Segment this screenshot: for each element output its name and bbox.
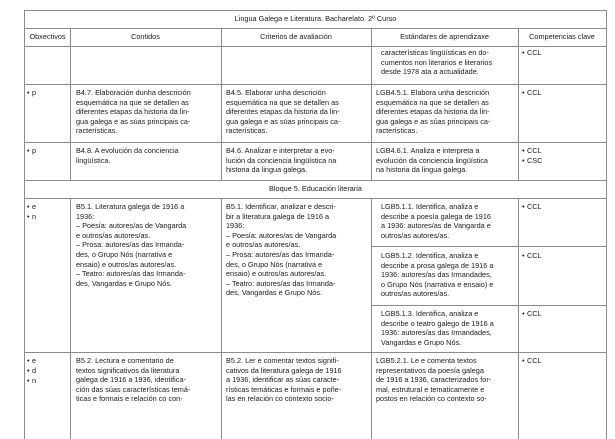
criterion-item-prosa: – Prosa: autores/as das Irmanda- des, o Grupo Nós (narrativa e ensaio) e outros/as autores/as. xyxy=(226,249,335,279)
rule-title xyxy=(24,28,607,29)
row3-objectives: • e • n xyxy=(27,202,67,226)
row2-criterion: B4.6. Analizar e interpretar a evo- lución da conciencia lingüística na historia da lingua galega. xyxy=(226,146,337,175)
row2-content: B4.8. A evolución da conciencia lingüística. xyxy=(76,146,179,165)
rule-col3 xyxy=(371,28,372,180)
rule-std-b xyxy=(371,305,607,306)
row0-standard: características lingüísticas en do- cumentos non literarios e literarios desde 1978 ata a actualidade. xyxy=(381,48,493,77)
rule-left xyxy=(24,10,25,439)
header-competencias: Competencias clave xyxy=(529,32,595,41)
header-contidos: Contidos xyxy=(131,32,160,41)
rule-top xyxy=(24,10,607,11)
row2-standard: LGB4.6.1. Analiza e interpreta a evolución da conciencia lingüística na historia da lingua galega. xyxy=(376,146,488,175)
criterion-item-poesia: – Poesía: autores/as de Vangarda e outros/as autores/as. xyxy=(226,230,337,250)
rule-row1 xyxy=(24,142,607,143)
header-estandares: Estándares de aprendizaxe xyxy=(400,32,489,41)
row4-standard: LGB5.2.1. Le e comenta textos representativos da poesía galega de 1916 a 1936, caracterizados for- mal, estrutural e tematicamente e postos en relación co contexto so- xyxy=(376,356,492,404)
block-title: Bloque 5. Educación literaria xyxy=(269,184,362,193)
rule-col4-b xyxy=(518,198,519,439)
content-item-poesia: – Poesía: autores/as de Vangarda e outros/as autores/as. xyxy=(76,221,187,240)
rule-col1-b xyxy=(70,198,71,439)
criterion-item-teatro: – Teatro: autores/as das Irmanda- des, Vangardas e Grupo Nós. xyxy=(226,278,336,298)
rule-row2 xyxy=(24,180,607,181)
rule-col1 xyxy=(70,28,71,180)
rule-header xyxy=(24,46,607,47)
rule-col2-b xyxy=(221,198,222,439)
rule-col3-b xyxy=(371,198,372,439)
row3-content: B5.1. Literatura galega de 1916 a 1936: – Poesía: autores/as de Vangarda e outros/as autores/as. – Prosa: autores/as das Irmanda- des, o Grupo Nós (narrativa e ensaio) e outros/as autores/as. – Teatro: autores/as das Irmanda- des, Vangardas e Grupo Nós. xyxy=(76,202,217,288)
row1-criterion: B4.5. Elaborar unha descrición esquemática na que se detallen as diferentes etapas da historia da lin- gua galega e as súas principais ca- racterísticas. xyxy=(226,88,341,136)
rule-std-a xyxy=(371,246,607,247)
row4-objectives: • e • d • n xyxy=(27,356,67,390)
content-item-teatro: – Teatro: autores/as das Irmanda- des, Vangardas e Grupo Nós. xyxy=(76,269,186,288)
rule-block xyxy=(24,198,607,199)
row4-criterion: B5.2. Ler e comentar textos signifi- cativos da literatura galega de 1916 a 1936, identificar as súas caracte- rísticas temáticas e formais e poñe- las en relación co contexto socio- xyxy=(226,356,342,404)
row1-content: B4.7. Elaboración dunha descrición esquemática na que se detallen as diferentes etapas da historia da lin- gua galega e as súas principais ca- racterísticas. xyxy=(76,88,191,136)
row3-criterion: B5.1. Identificar, analizar e descri- bir a literatura galega de 1916 a 1936: – Poesía: autores/as de Vangarda e outros/as autores/as. – Prosa: autores/as das Irmanda- des, o Grupo Nós (narrativa e ensaio) e outros/as autores/as. – Teatro: autores/as das Irmanda- des, Vangardas e Grupo Nós. xyxy=(226,202,367,298)
row3-standard-c: LGB5.1.3. Identifica, analiza e describe o teatro galego de 1916 a 1936: autores/as das Irmandades, Vangardas e Grupo Nós. xyxy=(381,309,494,347)
rule-right xyxy=(606,10,607,439)
header-criterios: Criterios de avaliación xyxy=(260,32,332,41)
row3-standard-a: LGB5.1.1. Identifica, analiza e describe a poesía galega de 1916 a 1936: autores/as de Vangarda e outros/as autores/as. xyxy=(381,202,491,240)
rule-row3 xyxy=(24,352,607,353)
curriculum-table: Lingua Galega e Literatura. Bacharelato. 2º Curso Obxectivos Contidos Criterios de avaliación Estándares de aprendizaxe Competencias clave características lingüísticas en do- cumentos non literarios e literarios desde 1978 ata a actualidade. • CCL • p B4.7. Elaboración dunha descrición esquemática na que se detallen as diferentes etapas da historia da lin- gua galega e as súas principais ca- racterísticas. B4.5. Elaborar unha descrición esquemática na que se detallen as diferentes etapas da historia da lin- gua galega e as súas principais ca- racterísticas. LGB4.5.1. Elabora unha descrición esquemática na que se detallen as diferentes etapas da historia da lin- gua galega e as súas principais ca- racterísticas. • CCL • p B4.8. A evolución da conciencia lingüística. B4.6. Analizar e interpretar a evo- lución da conciencia lingüística na historia da lingua galega. LGB4.6.1. Analiza e interpreta a evolución da conciencia lingüística na historia da lingua galega. • CCL • CSC Bloque 5. Educación literaria • e • n B5.1. Literatura galega de 1916 a 1936: – Poesía: autores/as de Vangarda e outros/as autores/as. – Prosa: autores/as das Irmanda- des, o Grupo Nós (narrativa e ensaio) e outros/as autores/as. – Teatro: autores/as das Irmanda- des, Vangardas e Grupo Nós. B5.1. Identificar, analizar e descri- bir a literatura galega de 1916 a 1936: – Poesía: autores/as de Vangarda e outros/as autores/as. – Prosa: autores/as das Irmanda- des, o Grupo Nós (narrativa e ensaio) e outros/as autores/as. – Teatro: autores/as das Irmanda- des, Vangardas e Grupo Nós. LGB5.1.1. Identifica, analiza e describe a poesía galega de 1916 a 1936: autores/as de Vangarda e outros/as autores/as. • CCL LGB5.1.2. Identifica, analiza e describe a prosa galega de 1916 a 1936: autores/as das Irmandades, o Grupo Nós (narrativa e ensaio) e outros/as autores/as. • CCL LGB5.1.3. Identifica, analiza e describe o teatro galego de 1916 a 1936: autores/as das Irmandades, Vangardas e Grupo Nós. • CCL • e • d • n B5.2. Lectura e comentario de textos significativos da literatura galega de 1916 a 1936, identifica- ción das súas características temá- ticas e formais e relación co con- B5.2. Ler e comentar textos signifi- cativos da literatura galega de 1916 a 1936, identificar as súas caracte- rísticas temáticas e formais e poñe- las en relación co contexto socio- LGB5.2.1. Le e comenta textos representativos da poesía galega de 1916 a 1936, caracterizados for- mal, estrutural e tematicamente e postos en relación co contexto so- • CCL xyxy=(0,0,615,439)
table-title: Lingua Galega e Literatura. Bacharelato. 2º Curso xyxy=(234,14,397,23)
row1-standard: LGB4.5.1. Elabora unha descrición esquemática na que se detallen as diferentes etapas da historia da lin- gua galega e as súas principais ca- racterísticas. xyxy=(376,88,491,136)
content-item-prosa: – Prosa: autores/as das Irmanda- des, o Grupo Nós (narrativa e ensaio) e outros/as autores/as. xyxy=(76,240,185,269)
header-obxectivos: Obxectivos xyxy=(29,32,66,41)
rule-col4 xyxy=(518,28,519,180)
rule-col2 xyxy=(221,28,222,180)
row3-standard-b: LGB5.1.2. Identifica, analiza e describe a prosa galega de 1916 a 1936: autores/as das Irmandades, o Grupo Nós (narrativa e ensaio) e outros/as autores/as. xyxy=(381,251,494,299)
rule-row0 xyxy=(24,84,607,85)
row4-content: B5.2. Lectura e comentario de textos significativos da literatura galega de 1916 a 1936, identifica- ción das súas características temá- ticas e formais e relación co con- xyxy=(76,356,191,404)
